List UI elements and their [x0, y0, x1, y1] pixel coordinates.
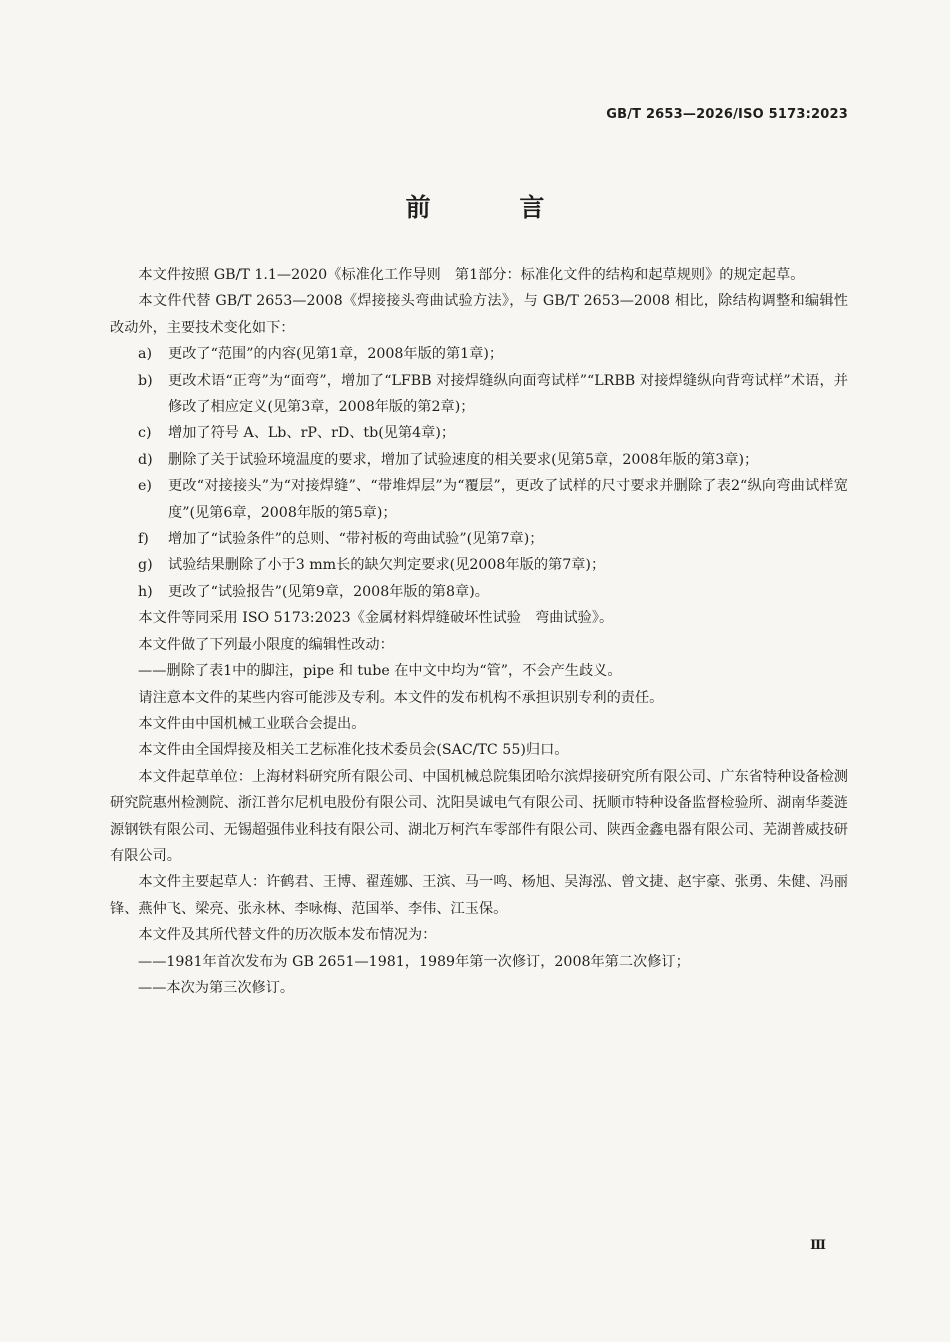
paragraph-equivalence: 本文件等同采用 ISO 5173:2023《金属材料焊缝破坏性试验 弯曲试验》。 [138, 610, 614, 627]
list-item [110, 473, 848, 526]
list-marker: h) [138, 583, 153, 600]
list-marker: e) [138, 478, 152, 495]
list-text: 试验结果删除了小于3 mm长的缺欠判定要求(见2008年版的第7章)； [168, 557, 606, 574]
paragraph-proposed-by: 本文件由中国机械工业联合会提出。 [138, 715, 366, 732]
page-title: 前 言 [405, 193, 585, 222]
paragraph-drafting-rules: 本文件按照 GB/T 1.1—2020《标准化工作导则 第1部分：标准化文件的结构和起草规则》的规定起草。 [138, 267, 805, 283]
standard-number: GB/T 2653—2026/ISO 5173:2023 [606, 107, 848, 122]
list-item [110, 447, 848, 473]
paragraph-history: 本文件及其所代替文件的历次版本发布情况为： [138, 927, 437, 944]
list-text: 删除了关于试验环境温度的要求，增加了试验速度的相关要求(见第5章，2008年版的第3章)； [168, 451, 759, 468]
list-text: 增加了“试验条件”的总则、“带衬板的弯曲试验”(见第7章)； [168, 531, 544, 548]
list-marker: c) [138, 425, 152, 442]
list-text: 更改“对接接头”为“对接焊缝”、“带堆焊层”为“覆层”，更改了试样的尺寸要求并删除了表2“纵向弯曲试样宽度”(见第6章，2008年版的第5章)； [168, 478, 848, 521]
list-item [110, 368, 848, 421]
list-item [110, 341, 848, 367]
foreword-body [110, 262, 848, 1001]
history-item: ——本次为第三次修订。 [138, 979, 295, 996]
list-item [110, 526, 848, 552]
paragraph-drafting-units: 本文件起草单位：上海材料研究所有限公司、中国机械总院集团哈尔滨焊接研究所有限公司、广东省特种设备检测研究院惠州检测院、浙江普尔尼机电股份有限公司、沈阳昊诚电气有限公司、抚顺市特种设备监督检验所、湖南华菱涟源钢铁有限公司、无锡超强伟业科技有限公司、湖北万柯汽车零部件有限公司、陕西金鑫电器有限公司、芜湖普威技研有限公司。 [110, 768, 848, 864]
list-text: 增加了符号 A、Lb、rP、rD、tb(见第4章)； [168, 425, 456, 442]
list-text: 更改了“范围”的内容(见第1章，2008年版的第1章)； [168, 346, 504, 363]
page-number: Ⅲ [810, 1238, 826, 1253]
list-marker: b) [138, 372, 153, 389]
list-marker: a) [138, 346, 152, 363]
paragraph-technical-committee: 本文件由全国焊接及相关工艺标准化技术委员会(SAC/TC 55)归口。 [138, 742, 569, 759]
list-item [110, 552, 848, 578]
editorial-change-item: ——删除了表1中的脚注，pipe 和 tube 在中文中均为“管”，不会产生歧义。 [138, 663, 622, 680]
paragraph-editorial: 本文件做了下列最小限度的编辑性改动： [138, 636, 394, 653]
paragraph-drafters: 本文件主要起草人：许鹤君、王博、翟莲娜、王滨、马一鸣、杨旭、吴海泓、曾文捷、赵宇豪、张勇、朱健、冯丽锋、燕仲飞、梁亮、张永林、李咏梅、范国举、李伟、江玉保。 [110, 874, 848, 917]
paragraph-replaces: 本文件代替 GB/T 2653—2008《焊接接头弯曲试验方法》，与 GB/T 2653—2008 相比，除结构调整和编辑性改动外，主要技术变化如下： [110, 293, 848, 336]
list-text: 更改了“试验报告”(见第9章，2008年版的第8章)。 [168, 583, 489, 600]
list-marker: f) [138, 531, 149, 548]
list-marker: d) [138, 451, 153, 468]
history-item: ——1981年首次发布为 GB 2651—1981，1989年第一次修订，2008年第二次修订； [138, 953, 690, 970]
list-item [110, 579, 848, 605]
list-text: 更改术语“正弯”为“面弯”，增加了“LFBB 对接焊缝纵向面弯试样”“LRBB 对接焊缝纵向背弯试样”术语，并修改了相应定义(见第3章，2008年版的第2章)； [168, 372, 848, 416]
paragraph-patent: 请注意本文件的某些内容可能涉及专利。本文件的发布机构不承担识别专利的责任。 [138, 689, 664, 706]
list-marker: g) [138, 557, 153, 574]
list-item [110, 420, 848, 446]
